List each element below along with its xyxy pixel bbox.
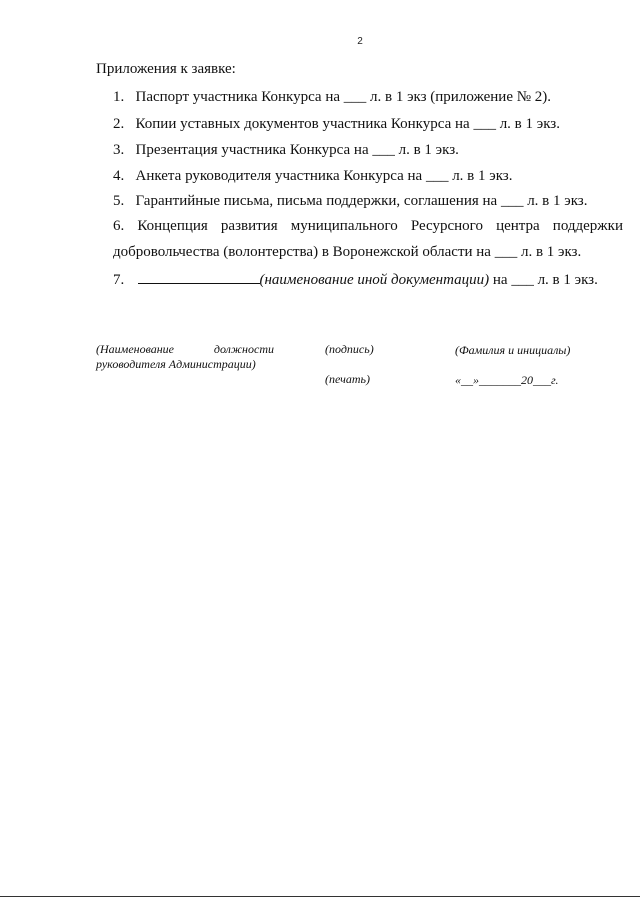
item-number: 3. <box>113 142 125 158</box>
list-item <box>113 218 623 235</box>
item-number: 4. <box>113 168 125 184</box>
name-caption: (Фамилия и инициалы) <box>455 343 571 357</box>
list-item <box>113 142 459 159</box>
list-item <box>113 168 512 185</box>
position-caption-word: должности <box>213 342 274 356</box>
date-field: «__»_______20___г. <box>455 373 559 387</box>
list-item <box>113 116 560 133</box>
list-item <box>113 89 551 106</box>
position-caption <box>96 342 274 372</box>
list-item <box>113 271 598 289</box>
item-number: 7. <box>113 272 125 288</box>
item-text-continuation: добровольчества (волонтерства) в Воронежской области на ___ л. в 1 экз. <box>113 244 582 260</box>
signature-caption: (подпись) <box>325 342 374 356</box>
item-note: (наименование иной документации) <box>259 272 490 288</box>
attachments-heading: Приложения к заявке: <box>96 61 236 77</box>
position-caption-line: руководителя Администрации) <box>96 357 256 371</box>
item-text: на ___ л. в 1 экз. <box>489 272 598 288</box>
item-text: Паспорт участника Конкурса на ___ л. в 1 экз (приложение № 2). <box>135 89 552 105</box>
item-text: Анкета руководителя участника Конкурса на ___ л. в 1 экз. <box>135 168 513 184</box>
item-text: Презентация участника Конкурса на ___ л. в 1 экз. <box>135 142 459 158</box>
blank-line <box>138 271 260 284</box>
item-number: 6. <box>113 218 125 234</box>
item-text: Копии уставных документов участника Конкурса на ___ л. в 1 экз. <box>135 116 560 132</box>
item-number: 2. <box>113 116 125 132</box>
page-bottom-divider <box>0 896 640 897</box>
item-number: 5. <box>113 193 125 209</box>
seal-caption: (печать) <box>325 372 371 386</box>
list-item <box>113 193 587 210</box>
page-number: 2 <box>357 36 363 47</box>
item-text: Гарантийные письма, письма поддержки, соглашения на ___ л. в 1 экз. <box>135 193 588 209</box>
position-caption-word: (Наименование <box>96 342 175 356</box>
item-text: Концепция развития муниципального Ресурсного центра поддержки <box>137 218 623 234</box>
item-number: 1. <box>113 89 125 105</box>
